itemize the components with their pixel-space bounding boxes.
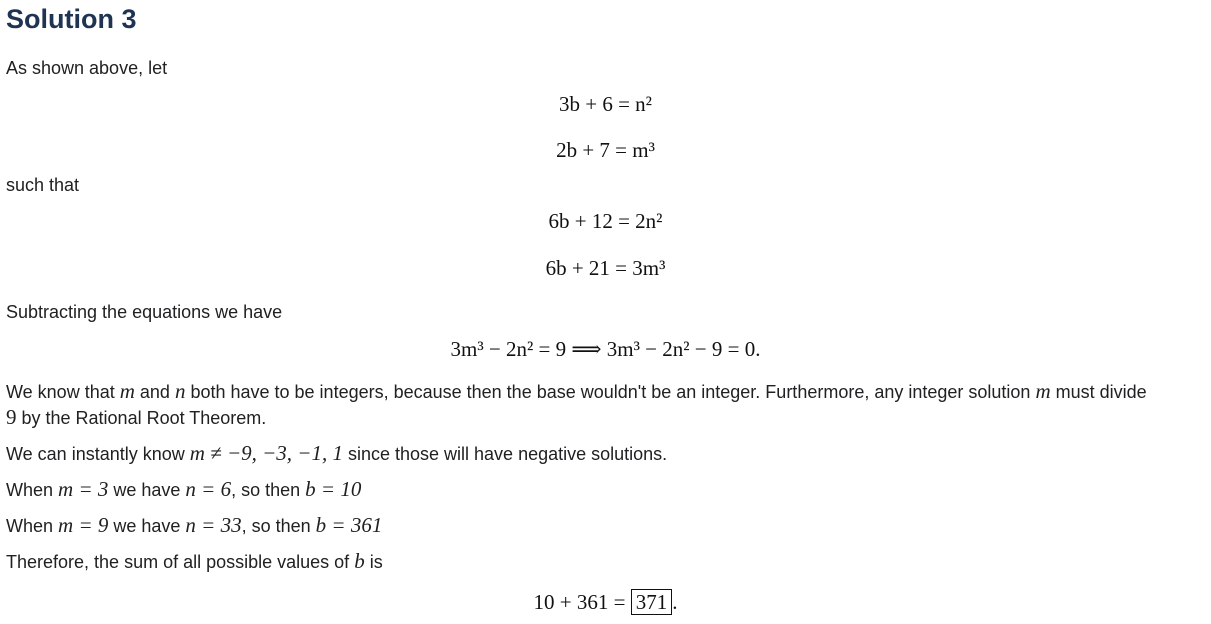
such-that-text: such that [6,175,80,195]
var-b: b [354,549,365,573]
equation-2: 2b + 7 = m³ [556,138,655,162]
final-period: . [672,590,678,614]
case-m-9 [6,513,382,538]
var-m: m [119,379,135,403]
case2-text-3: , so then [241,516,316,536]
case1-expr-m: m = 3 [58,477,109,501]
case-m-3 [6,477,361,502]
para2-text-2: since those will have negative solutions. [342,444,668,464]
var-n: n [174,379,186,403]
case2-expr-n: n = 33 [185,513,242,537]
para2-text-1: We can instantly know [6,444,190,464]
boxed-answer: 371 [631,589,673,615]
case2-text-1: When [6,516,59,536]
solution-heading: Solution 3 [6,4,137,34]
intro-text: As shown above, let [6,58,168,78]
equation-4: 6b + 21 = 3m³ [545,256,666,280]
number-9: 9 [6,405,17,429]
para1-text-3: both have to be integers, because then the base wouldn't be an integer. Furthermore, any integer solution [185,382,1036,402]
final-expression: 10 + 361 = [533,590,631,614]
subtracting-text: Subtracting the equations we have [6,302,283,322]
negative-solutions-paragraph [6,441,667,466]
equation-1: 3b + 6 = n² [559,92,652,116]
case1-text-3: , so then [231,480,306,500]
case1-expr-b: b = 10 [305,477,362,501]
para1-text-2: and [134,382,175,402]
case2-text-2: we have [108,516,186,536]
para1-text-1: We know that [6,382,120,402]
therefore-text-2: is [364,552,383,572]
case2-expr-m: m = 9 [58,513,109,537]
equation-3: 6b + 12 = 2n² [548,209,663,233]
para1-line2-text: by the Rational Root Theorem. [16,408,267,428]
case1-expr-n: n = 6 [185,477,232,501]
therefore-text-1: Therefore, the sum of all possible values of [6,552,355,572]
integer-paragraph-line-2 [6,405,266,430]
case1-text-2: we have [108,480,186,500]
para1-text-4: must divide [1050,382,1147,402]
m-not-equal-expression: m ≠ −9, −3, −1, 1 [189,441,343,465]
therefore-text [6,549,383,574]
case2-expr-b: b = 361 [315,513,383,537]
case1-text-1: When [6,480,59,500]
equation-5: 3m³ − 2n² = 9 ⟹ 3m³ − 2n² − 9 = 0. [450,337,761,361]
final-equation [0,589,1211,615]
var-m-2: m [1035,379,1051,403]
integer-paragraph-line-1 [6,379,1147,404]
